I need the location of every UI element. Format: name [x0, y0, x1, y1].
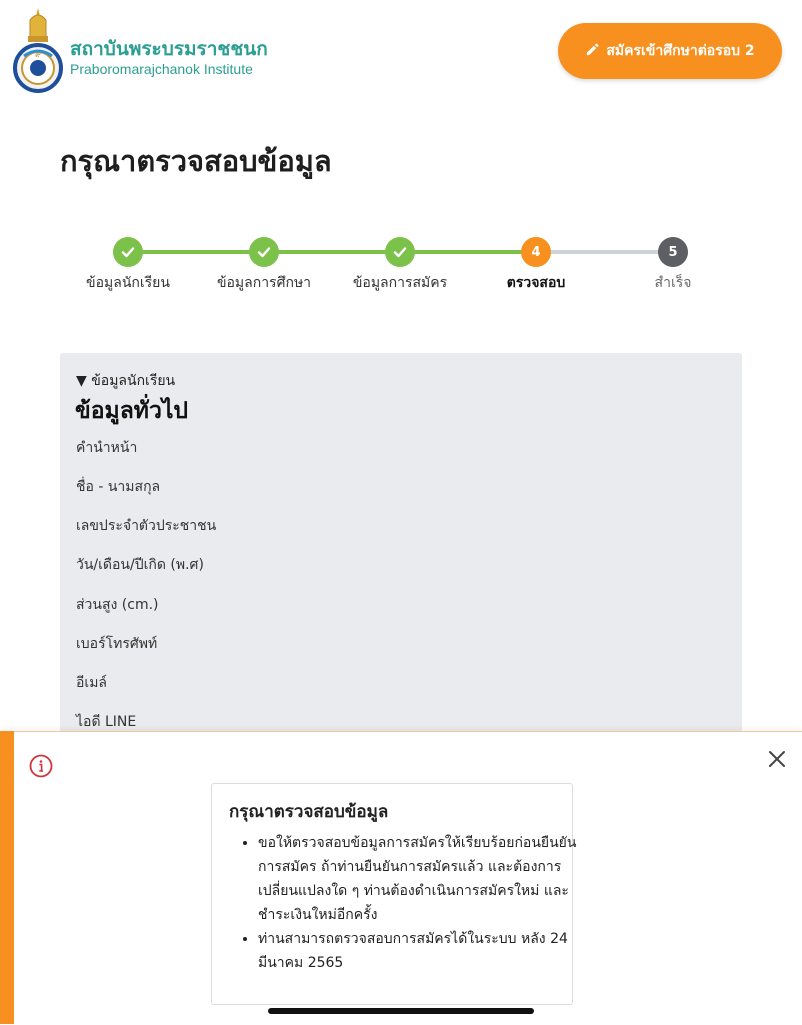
student-info-toggle[interactable]: ▼ ข้อมูลนักเรียน [76, 373, 176, 389]
close-icon[interactable] [766, 748, 788, 770]
general-info-heading: ข้อมูลทั่วไป [75, 398, 189, 424]
apply-round-2-button[interactable] [558, 23, 782, 79]
step-5-label: สำเร็จ [654, 275, 692, 291]
institute-logo [12, 6, 64, 98]
step-3-label: ข้อมูลการสมัคร [352, 275, 448, 291]
brand-name-thai: สถาบันพระบรมราชชนก [70, 38, 268, 60]
notice-item: • ท่านสามารถตรวจสอบการสมัครได้ในระบบ หลัง 24 มีนาคม 2565 [258, 927, 578, 975]
step-2-check-icon [249, 237, 279, 267]
field-birth-date: วัน/เดือน/ปีเกิด (พ.ศ) [76, 557, 204, 573]
field-national-id: เลขประจำตัวประชาชน [76, 518, 217, 534]
info-icon [29, 754, 53, 778]
field-line-id: ไอดี LINE [76, 714, 137, 730]
alert-accent-bar [0, 731, 14, 1024]
stepper-remaining-line [536, 250, 673, 254]
step-1-check-icon [113, 237, 143, 267]
brand-name-english: Praboromarajchanok Institute [70, 61, 253, 77]
page-title: กรุณาตรวจสอบข้อมูล [60, 144, 332, 178]
field-email: อีเมล์ [76, 675, 108, 691]
step-4-number: 4 [521, 237, 551, 267]
step-4-label: ตรวจสอบ [506, 275, 566, 291]
home-indicator [268, 1008, 534, 1014]
step-1-label: ข้อมูลนักเรียน [86, 275, 170, 291]
field-title-prefix: คำนำหน้า [76, 440, 138, 456]
step-2-label: ข้อมูลการศึกษา [216, 275, 312, 291]
stepper-progress-line [128, 250, 536, 254]
svg-text:๙: ๙ [35, 50, 41, 59]
field-phone: เบอร์โทรศัพท์ [76, 636, 158, 652]
field-height: ส่วนสูง (cm.) [76, 597, 159, 613]
notice-list [240, 831, 578, 975]
notice-title: กรุณาตรวจสอบข้อมูล [229, 802, 389, 822]
step-3-check-icon [385, 237, 415, 267]
pencil-icon [585, 42, 600, 61]
apply-button-label: สมัครเข้าศึกษาต่อรอบ 2 [606, 43, 755, 59]
notice-item: • ขอให้ตรวจสอบข้อมูลการสมัครให้เรียบร้อยก่อนยืนยันการสมัคร ถ้าท่านยืนยันการสมัครแล้ว และต้องการเปลี่ยนแปลงใด ๆ ท่านต้องดำเนินการสมัครใหม่ และ ชำระเงินใหม่อีกครั้ง [258, 831, 578, 927]
step-5-number: 5 [658, 237, 688, 267]
field-full-name: ชื่อ - นามสกุล [76, 479, 161, 495]
